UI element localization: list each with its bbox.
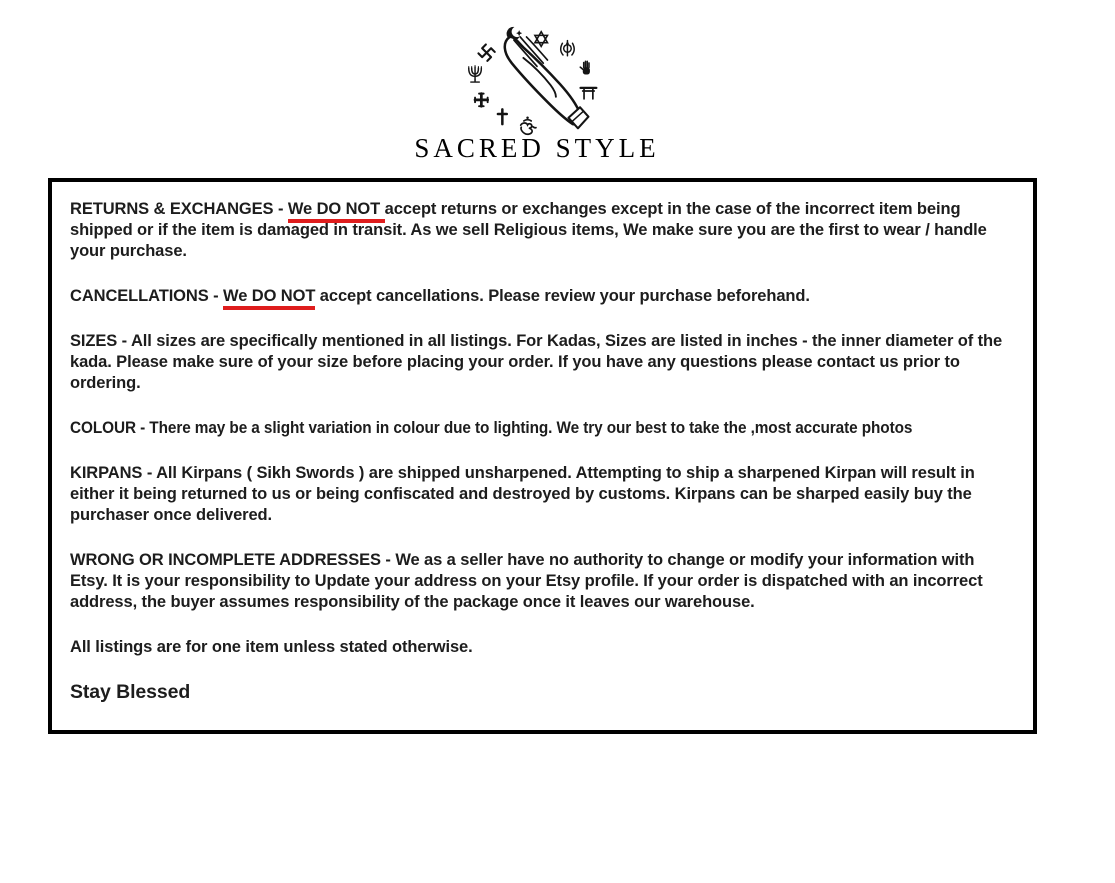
underlined-emphasis: We DO NOT [223,287,315,310]
section-body: There may be a slight variation in colour due to lighting. We try our best to take the ,most accurate photos [149,419,913,437]
section-body: All Kirpans ( Sikh Swords ) are shipped unsharpened. Attempting to ship a sharpened Kirpan will result in either it being returned to us or being confiscated and destroyed by customs. Kirpans can be sharped easily buy the purchaser once delivered. [70,464,975,524]
policy-section-addresses [70,550,1003,613]
section-body: All sizes are specifically mentioned in all listings. For Kadas, Sizes are listed in inches - the inner diameter of the kada. Please make sure of your size before placing your order. If you have any questions please contact us prior to ordering. [70,332,1003,392]
section-separator: - [208,287,224,305]
policy-section-sizes [70,331,1003,394]
closing-line: Stay Blessed [70,681,191,703]
star-of-david-icon [535,32,548,47]
section-heading: KIRPANS [70,464,143,482]
section-separator: - [135,419,150,437]
section-separator: - [142,464,157,482]
section-separator: - [273,200,288,218]
praying-hands-icon [505,37,589,128]
policy-section-cancellations [70,286,1003,307]
jain-hand-icon [580,61,590,74]
section-separator: - [380,551,396,569]
section-body: accept returns or exchanges except in the case of the incorrect item being shipped or if the item is damaged in transit. As we sell Religious items, We make sure you are the first to wear / handle your purchase. [70,200,987,260]
section-heading: RETURNS & EXCHANGES [70,200,274,218]
section-heading: WRONG OR INCOMPLETE ADDRESSES [70,551,381,569]
policy-section-returns [70,199,1003,262]
swastika-icon [478,44,496,62]
policy-section-colour [70,418,938,439]
section-heading: COLOUR [70,419,136,437]
latin-cross-icon [498,109,507,124]
policy-section-kirpans [70,463,1003,526]
section-body: accept cancellations. Please review your purchase beforehand. [315,287,810,305]
om-icon [521,117,536,135]
policy-box [48,178,1037,734]
menorah-icon [469,66,482,82]
shop-logo [453,20,621,146]
underlined-emphasis: We DO NOT [288,200,385,223]
section-heading: CANCELLATIONS [70,287,209,305]
section-separator: - [117,332,131,350]
torii-gate-icon [581,88,597,99]
note-line: All listings are for one item unless stated otherwise. [70,638,473,656]
khanda-icon [561,41,574,56]
section-heading: SIZES [70,332,118,350]
brand-title: SACRED STYLE [414,133,660,163]
shop-logo-graphic [453,20,621,141]
cross-pattee-icon [475,94,488,107]
section-body: We as a seller have no authority to change or modify your information with Etsy. It is your responsibility to Update your address on your Etsy profile. If your order is dispatched with an incorrect address, the buyer assumes responsibility of the package once it leaves our warehouse. [70,551,983,611]
